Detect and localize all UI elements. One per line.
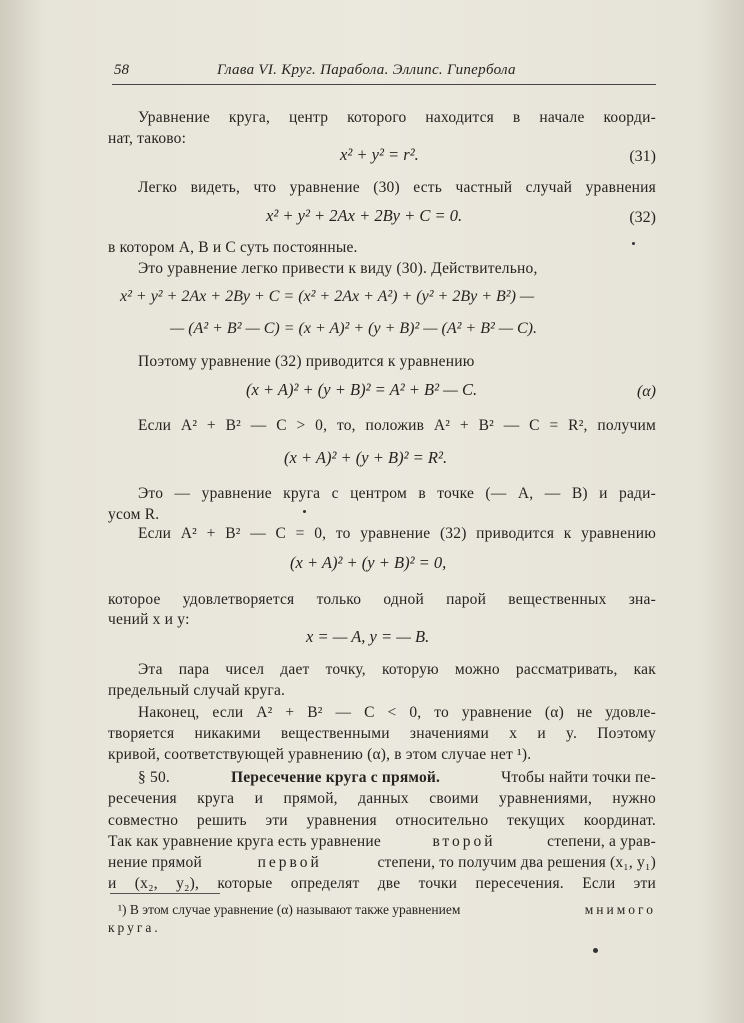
equation-31: x² + y² = r². [340,145,419,164]
equation-point: x = — A, y = — B. [306,627,430,646]
text-line: Поэтому уравнение (32) приводится к уравнению [138,353,475,370]
text-fragment: нение прямой [108,854,202,871]
text-line: нат, таково: [108,130,187,147]
text-line: Легко видеть, что уравнение (30) есть частный случай уравнения [138,179,656,196]
text-line: предельный случай круга. [108,682,286,699]
equation-32: x² + y² + 2Ax + 2By + C = 0. [266,206,463,225]
text-line-spaced [108,853,656,873]
footnote-line [118,901,656,919]
equation-zero: (x + A)² + (y + B)² = 0, [290,553,447,572]
footnote-text: ¹) В этом случае уравнение (α) называют также уравнением [118,902,461,917]
text-line: Эта пара чисел дает точку, которую можно рассматривать, как [138,661,656,678]
equation-number-alpha: (α) [636,383,656,400]
text-line: Уравнение круга, центр которого находится в начале коорди- [138,109,656,126]
text-line: творяется никакими вещественными значениями x и y. Поэтому [108,725,656,742]
text-line-spaced [108,832,656,852]
text-line: кривой, соответствующей уравнению (α), в этом случае нет ¹). [108,746,532,763]
equation-number-32: (32) [629,209,656,226]
text-fragment: Чтобы найти точки пе- [501,769,656,786]
emphasis-word: первой [257,854,322,871]
text-line: Наконец, если A² + B² — C < 0, то уравнение (α) не удовле- [138,704,656,721]
text-line: ресечения круга и прямой, данных своими уравнениями, нужно [108,790,656,807]
page-number: 58 [114,62,129,78]
section-number: § 50. [138,769,170,786]
emphasis-word: второй [432,833,496,850]
footnote-line: круга. [108,920,161,935]
print-speck [593,948,598,953]
equation-circle: (x + A)² + (y + B)² = R². [284,448,448,467]
footnote-emphasis: мнимого [584,902,656,917]
text-line: Это уравнение легко привести к виду (30). Действительно, [138,260,538,277]
text-line: чений x и y: [108,611,190,628]
section-50-heading-line [138,768,656,788]
text-line: Если A² + B² — C = 0, то уравнение (32) приводится к уравнению [138,525,656,542]
print-speck [632,242,635,245]
print-speck [303,510,306,513]
equation-number-31: (31) [629,148,656,165]
text-line: усом R. [108,506,160,523]
text-line: Если A² + B² — C > 0, то, положив A² + B² — C = R², получим [138,417,656,434]
text-line: совместно решить эти уравнения относительно текущих координат. [108,812,656,829]
expansion-line-2: — (A² + B² — C) = (x + A)² + (y + B)² — (A² + B² — C). [170,320,537,337]
text-line: и (x₂, y₂), которые определят две точки пересечения. Если эти [108,875,656,892]
footnote-rule [110,893,220,894]
running-header [112,62,656,85]
section-title: Пересечение круга с прямой. [230,769,441,786]
text-fragment: степени, то получим два решения (x₁, y₁) [377,854,656,871]
equation-alpha: (x + A)² + (y + B)² = A² + B² — C. [246,380,478,399]
expansion-line-1: x² + y² + 2Ax + 2By + C = (x² + 2Ax + A²) + (y² + 2By + B²) — [120,288,535,305]
text-line: Это — уравнение круга с центром в точке (— A, — B) и ради- [138,485,656,502]
text-line: которое удовлетворяется только одной парой вещественных зна- [108,591,656,608]
text-line: в котором A, B и C суть постоянные. [108,239,358,256]
text-fragment: степени, а урав- [547,833,656,850]
text-fragment: Так как уравнение круга есть уравнение [108,833,381,850]
running-title: Глава VI. Круг. Парабола. Эллипс. Гипербола [217,62,516,78]
